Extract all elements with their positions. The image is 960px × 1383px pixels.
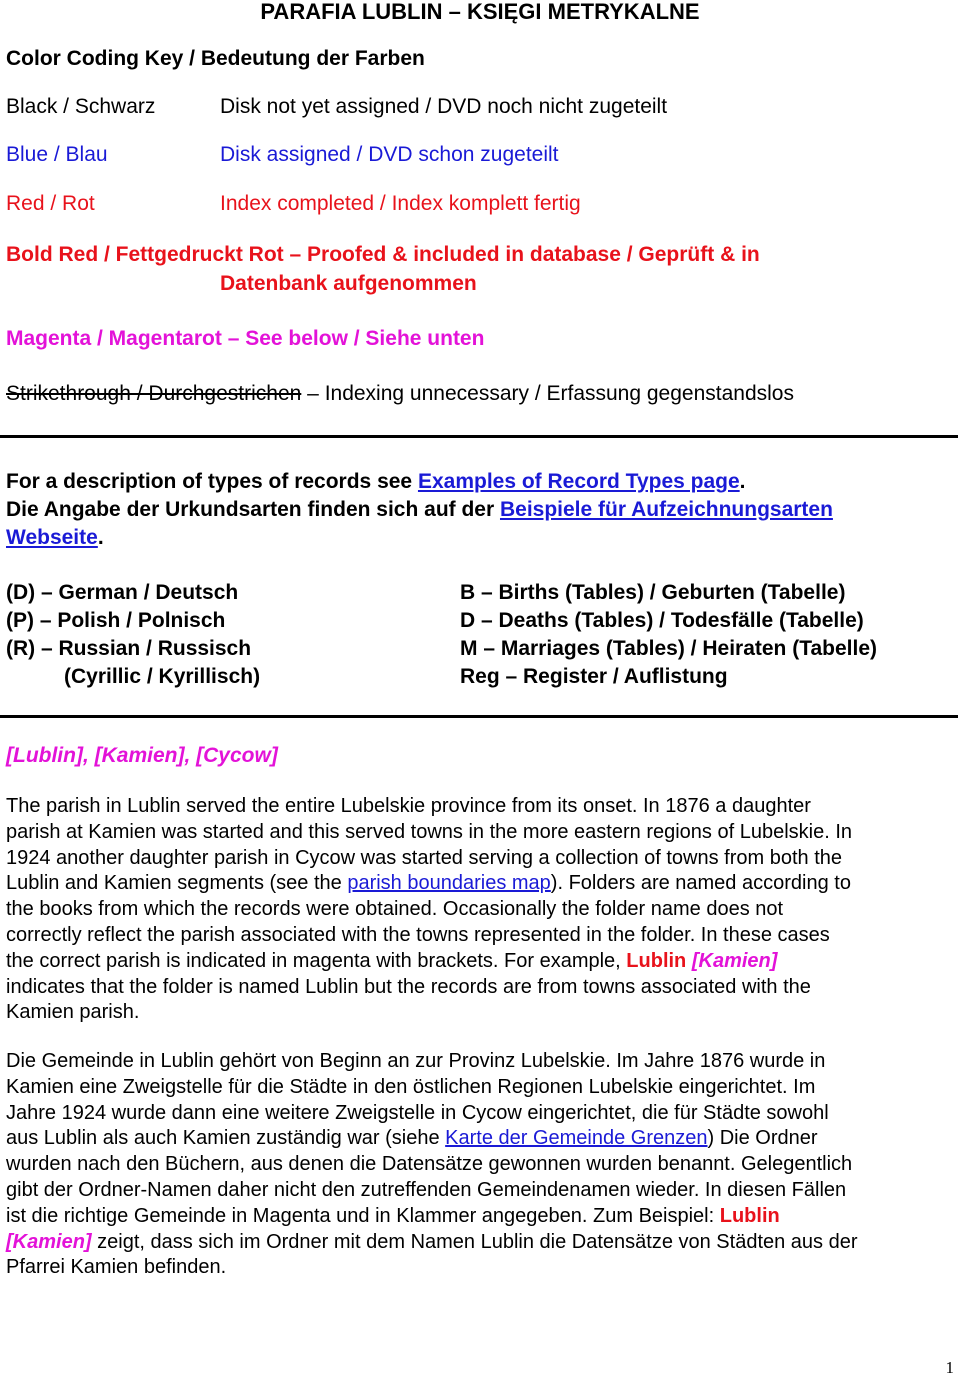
paragraph-line: 1924 another daughter parish in Cycow was started serving a collection of towns from both the: [6, 846, 843, 869]
record-types-link[interactable]: Examples of Record Types page: [417, 470, 740, 493]
paragraph-text: aus Lublin als auch Kamien zuständig war (siehe: [6, 1127, 446, 1150]
key-meaning: Disk assigned / DVD schon zugeteilt: [220, 143, 559, 166]
example-folder-name: Lublin: [626, 949, 687, 972]
key-color-label: Blue / Blau: [6, 143, 108, 166]
key-meaning: Proofed & included in database / Geprüft & in: [307, 243, 760, 266]
paragraph-text: ). Folders are named according to: [550, 872, 851, 895]
parish-boundaries-map-link-de[interactable]: Karte der Gemeinde Grenzen: [445, 1127, 708, 1150]
paragraph-english: [6, 794, 852, 1026]
divider: [0, 435, 958, 438]
record-type-register: Reg – Register / Auflistung: [460, 665, 728, 688]
paragraph-text: zeigt, dass sich im Ordner mit dem Namen Lublin die Datensätze von Städten aus der: [91, 1230, 858, 1253]
record-type-marriages: M – Marriages (Tables) / Heiraten (Tabelle): [460, 637, 878, 660]
page-title: PARAFIA LUBLIN – KSIĘGI METRYKALNE: [260, 0, 700, 24]
example-parish-bracket: [Kamien]: [6, 1230, 92, 1253]
paragraph-line: the books from which the records were obtained. Occasionally the folder name does not: [6, 898, 784, 921]
key-color-label: Magenta / Magentarot –: [6, 327, 240, 350]
key-row-magenta: [6, 324, 484, 353]
language-german: (D) – German / Deutsch: [6, 581, 239, 604]
paragraph-line: parish at Kamien was started and this served towns in the more eastern regions of Lubelskie. In: [6, 820, 853, 843]
record-types-note-en: [6, 468, 746, 496]
paragraph-line: Kamien eine Zweigstelle für die Städte in den östlichen Regionen Lubelskie eingerichtet. Im: [6, 1075, 816, 1098]
paragraph-line: gibt der Ordner-Namen daher nicht den zutreffenden Gemeindenamen wieder. In diesen Fällen: [6, 1178, 847, 1201]
note-text: .: [97, 526, 104, 549]
note-text: Die Angabe der Urkundsarten finden sich auf der: [6, 498, 500, 521]
key-color-label: Black / Schwarz: [6, 95, 156, 118]
key-color-label: Bold Red / Fettgedruckt Rot –: [6, 243, 302, 266]
paragraph-line: Jahre 1924 wurde dann eine weitere Zweigstelle in Cycow eingerichtet, die für Städte sowohl: [6, 1101, 829, 1124]
note-text: For a description of types of records see: [6, 470, 418, 493]
paragraph-line: [6, 949, 852, 975]
parishes-heading: [Lublin], [Kamien], [Cycow]: [6, 744, 278, 767]
paragraph-text: ist die richtige Gemeinde in Magenta und in Klammer angegeben. Zum Beispiel:: [6, 1204, 720, 1227]
key-meaning: Indexing unnecessary / Erfassung gegenstandslos: [324, 382, 794, 405]
example-folder-name: Lublin: [719, 1204, 780, 1227]
key-meaning-continued: Datenbank aufgenommen: [220, 272, 477, 295]
key-meaning: See below / Siehe unten: [245, 327, 485, 350]
paragraph-line: [6, 1230, 858, 1256]
language-polish: (P) – Polish / Polnisch: [6, 609, 226, 632]
divider: [0, 715, 958, 718]
record-types-note-de: [6, 496, 833, 524]
paragraph-text: Lublin and Kamien segments (see the: [6, 872, 348, 895]
parish-boundaries-map-link[interactable]: parish boundaries map: [347, 872, 551, 895]
record-types-link-de[interactable]: Beispiele für Aufzeichnungsarten: [499, 498, 833, 521]
paragraph-line: [6, 1204, 858, 1230]
paragraph-line: indicates that the folder is named Lublin but the records are from towns associated with the: [6, 975, 811, 998]
color-key-heading: Color Coding Key / Bedeutung der Farben: [6, 47, 425, 70]
key-color-label: Strikethrough / Durchgestrichen: [6, 382, 302, 405]
key-meaning: Index completed / Index komplett fertig: [220, 192, 581, 215]
page-number: 1: [945, 1358, 954, 1377]
paragraph-line: correctly reflect the parish associated with the towns represented in the folder. In these cases: [6, 923, 830, 946]
language-russian-note: (Cyrillic / Kyrillisch): [64, 665, 261, 688]
paragraph-line: [6, 1126, 858, 1152]
paragraph-line: Kamien parish.: [6, 1001, 140, 1024]
paragraph-text: the correct parish is indicated in magenta with brackets. For example,: [6, 949, 627, 972]
note-text: .: [739, 470, 746, 493]
key-row-bold-red: [6, 240, 760, 269]
key-meaning: Disk not yet assigned / DVD noch nicht zugeteilt: [220, 95, 668, 118]
example-parish-bracket: [Kamien]: [691, 949, 778, 972]
paragraph-german: [6, 1049, 858, 1281]
key-color-label: Red / Rot: [6, 192, 95, 215]
record-types-note-de-continued: [6, 524, 104, 552]
record-type-births: B – Births (Tables) / Geburten (Tabelle): [460, 581, 846, 604]
paragraph-line: [6, 871, 852, 897]
paragraph-line: wurden nach den Büchern, aus denen die Datensätze gewonnen wurden benannt. Gelegentlich: [6, 1153, 853, 1176]
key-row-strikethrough: [6, 381, 794, 407]
paragraph-text: ) Die Ordner: [707, 1127, 818, 1150]
paragraph-line: Die Gemeinde in Lublin gehört von Beginn an zur Provinz Lubelskie. Im Jahre 1876 wurde in: [6, 1050, 826, 1072]
record-type-deaths: D – Deaths (Tables) / Todesfälle (Tabelle): [460, 609, 864, 632]
paragraph-line: The parish in Lublin served the entire Lubelskie province from its onset. In 1876 a daughter: [6, 795, 811, 817]
paragraph-line: Pfarrei Kamien befinden.: [6, 1256, 227, 1279]
key-dash: –: [307, 382, 319, 405]
language-russian: (R) – Russian / Russisch: [6, 637, 252, 660]
record-types-link-de-continued[interactable]: Webseite: [6, 526, 98, 549]
